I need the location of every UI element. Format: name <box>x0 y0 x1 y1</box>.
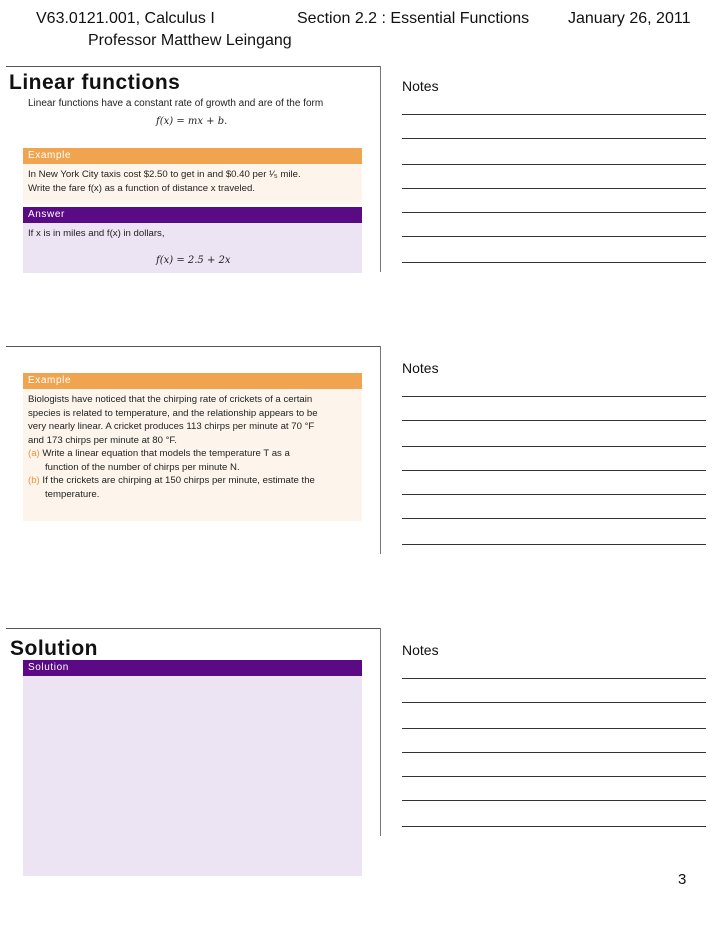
note-line <box>402 420 706 421</box>
slide1-answer-formula: f(x) = 2.5 + 2x <box>156 255 231 266</box>
note-line <box>402 262 706 263</box>
slide2-part-a <box>28 447 357 474</box>
note-line <box>402 138 706 139</box>
note-line <box>402 164 706 165</box>
part-b-line2: temperature. <box>45 488 100 500</box>
slide1-example-body <box>23 164 362 204</box>
slide2-body-line: Biologists have noticed that the chirping rate of crickets of a certain <box>28 394 313 405</box>
slide1-example-header: Example <box>23 148 362 164</box>
slide2-top-rule <box>6 346 380 347</box>
slide1-formula: f(x) = mx + b. <box>156 116 228 127</box>
notes-label-2: Notes <box>402 360 439 376</box>
note-line <box>402 188 706 189</box>
note-line <box>402 446 706 447</box>
slide3-solution-body <box>23 676 362 876</box>
slide1-intro: Linear functions have a constant rate of growth and are of the form <box>28 98 324 109</box>
slide1-right-rule <box>380 66 381 272</box>
part-b-label: (b) <box>28 475 40 486</box>
note-line <box>402 702 706 703</box>
note-line <box>402 236 706 237</box>
note-line <box>402 470 706 471</box>
note-line <box>402 776 706 777</box>
note-line <box>402 518 706 519</box>
slide2-body-line: species is related to temperature, and the relationship appears to be <box>28 407 318 419</box>
part-a-label: (a) <box>28 448 40 459</box>
note-line <box>402 212 706 213</box>
slide1-answer-header: Answer <box>23 207 362 223</box>
course-title: V63.0121.001, Calculus I <box>36 10 215 27</box>
note-line <box>402 494 706 495</box>
slide1-example-line2: Write the fare f(x) as a function of distance x traveled. <box>28 182 255 194</box>
note-line <box>402 800 706 801</box>
section-title: Section 2.2 : Essential Functions <box>297 10 530 27</box>
slide2-body-line: very nearly linear. A cricket produces 113 chirps per minute at 70 °F <box>28 421 315 432</box>
note-line <box>402 752 706 753</box>
note-line <box>402 728 706 729</box>
note-line <box>402 396 706 397</box>
note-line <box>402 544 706 545</box>
slide2-example-body <box>23 389 362 521</box>
slide1-example-line1: In New York City taxis cost $2.50 to get in and $0.40 per ¹⁄₅ mile. <box>28 169 301 180</box>
date: January 26, 2011 <box>568 10 691 27</box>
part-b-line1: If the crickets are chirping at 150 chirps per minute, estimate the <box>42 475 315 486</box>
slide3-top-rule <box>6 628 380 629</box>
slide3-solution-header: Solution <box>23 660 362 676</box>
slide1-answer-line: If x is in miles and f(x) in dollars, <box>28 228 165 239</box>
note-line <box>402 114 706 115</box>
slide2-body-line: and 173 chirps per minute at 80 °F. <box>28 434 177 446</box>
part-a-line2: function of the number of chirps per minute N. <box>45 461 240 473</box>
slide1-top-rule <box>6 66 380 67</box>
slide1-title: Linear functions <box>9 71 181 94</box>
slide3-right-rule <box>380 628 381 836</box>
note-line <box>402 678 706 679</box>
notes-label-3: Notes <box>402 642 439 658</box>
slide2-right-rule <box>380 346 381 554</box>
note-line <box>402 826 706 827</box>
slide2-example-header: Example <box>23 373 362 389</box>
slide2-part-b <box>28 474 357 501</box>
page-number: 3 <box>678 871 687 888</box>
professor-name: Professor Matthew Leingang <box>88 32 292 49</box>
notes-label-1: Notes <box>402 78 439 94</box>
part-a-line1: Write a linear equation that models the temperature T as a <box>42 448 290 459</box>
slide3-title: Solution <box>10 637 98 660</box>
